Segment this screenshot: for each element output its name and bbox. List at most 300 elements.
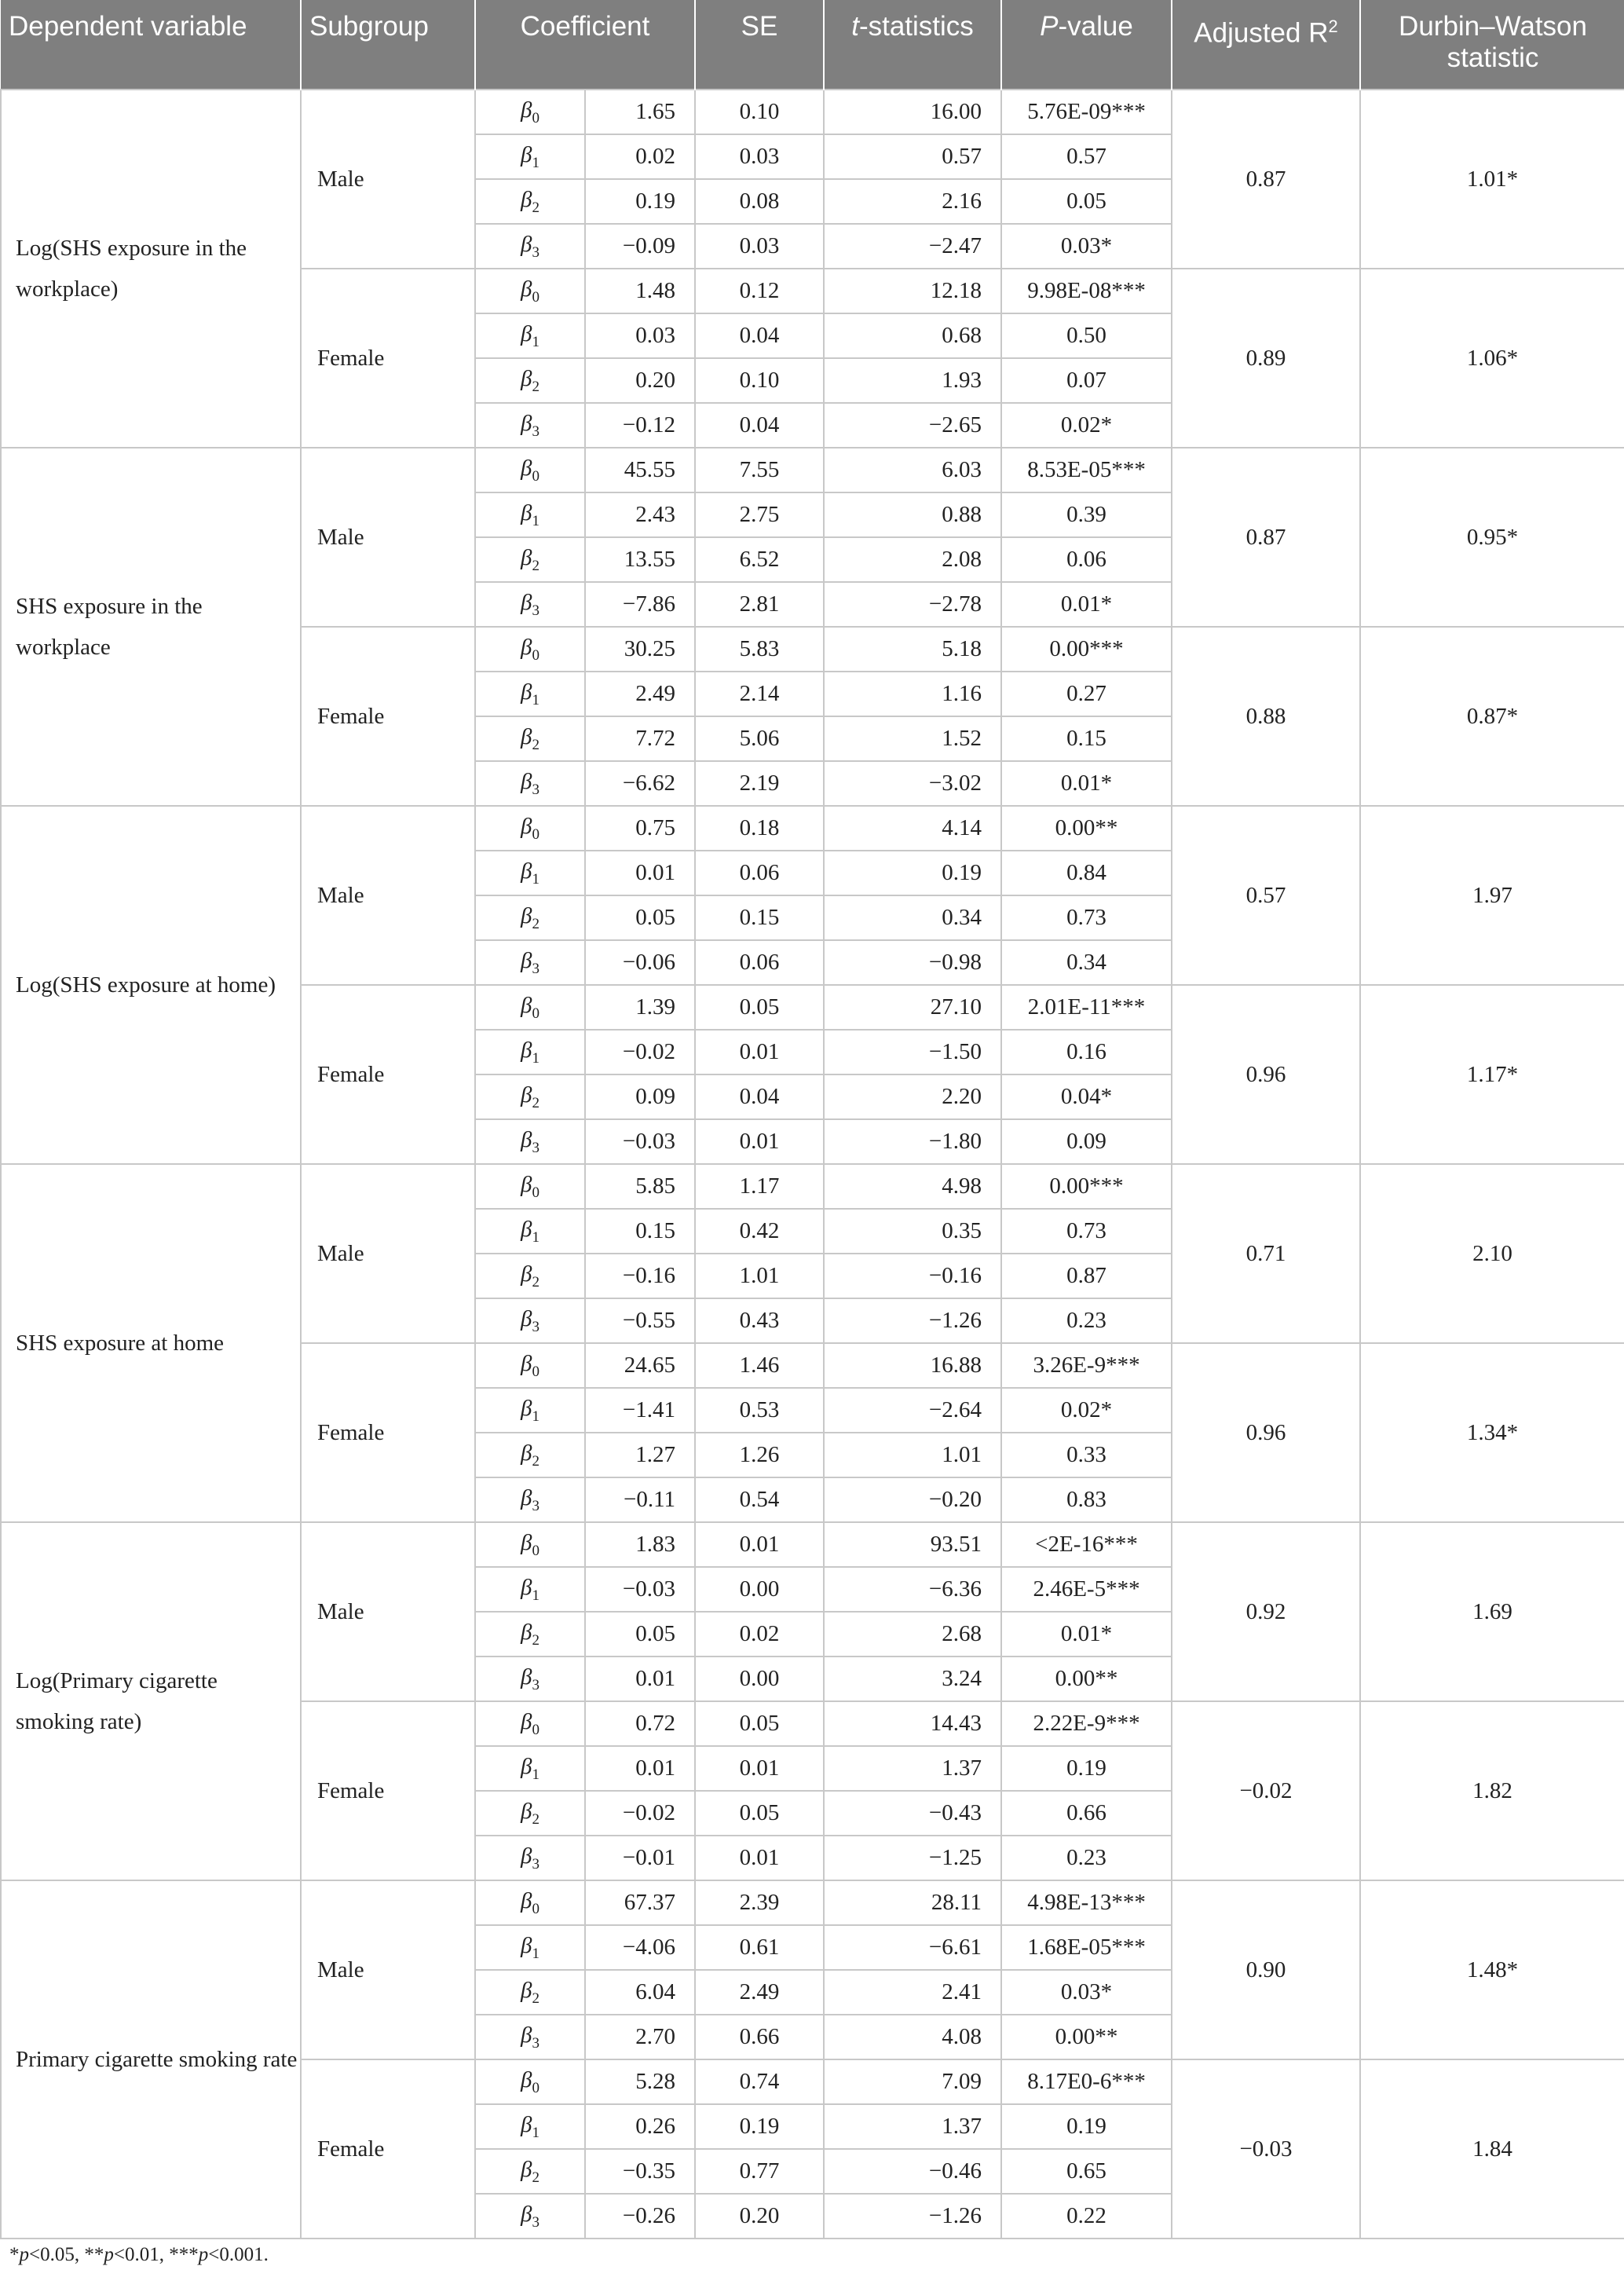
t-statistic-cell: 2.16	[824, 179, 1001, 224]
table-row	[1, 90, 1624, 134]
beta-symbol: β	[521, 1619, 532, 1645]
coefficient-symbol-cell	[475, 313, 585, 358]
t-statistic-cell: −2.47	[824, 224, 1001, 269]
subgroup-cell: Male	[301, 1522, 475, 1701]
coefficient-symbol-cell	[475, 1522, 585, 1567]
se-cell: 0.03	[695, 224, 824, 269]
t-statistic-cell: 1.01	[824, 1433, 1001, 1477]
t-statistic-cell: −2.78	[824, 582, 1001, 627]
p-value-cell: 0.19	[1001, 2104, 1172, 2149]
t-statistic-cell: 12.18	[824, 269, 1001, 313]
coefficient-value-cell: 0.01	[585, 851, 695, 895]
coefficient-symbol-cell	[475, 1119, 585, 1164]
beta-index: 1	[532, 154, 540, 171]
beta-index: 1	[532, 691, 540, 708]
p-value-cell: 0.00**	[1001, 2015, 1172, 2059]
beta-index: 0	[532, 826, 540, 843]
beta-symbol: β	[521, 1395, 532, 1421]
t-statistic-cell: 4.14	[824, 806, 1001, 851]
coefficient-value-cell: 0.19	[585, 179, 695, 224]
se-cell: 0.01	[695, 1030, 824, 1074]
subgroup-cell: Male	[301, 1880, 475, 2059]
se-cell: 0.53	[695, 1388, 824, 1433]
p-value-cell: 0.22	[1001, 2194, 1172, 2239]
se-cell: 0.43	[695, 1298, 824, 1343]
coefficient-value-cell: 30.25	[585, 627, 695, 672]
coefficient-symbol-cell	[475, 1836, 585, 1880]
coefficient-symbol-cell	[475, 2149, 585, 2194]
coefficient-symbol-cell	[475, 2059, 585, 2104]
coefficient-symbol-cell	[475, 627, 585, 672]
header-durbin-watson: Durbin–Watson statistic	[1360, 0, 1624, 90]
coefficient-symbol-cell	[475, 2194, 585, 2239]
se-cell: 1.46	[695, 1343, 824, 1388]
coefficient-symbol-cell	[475, 1970, 585, 2015]
beta-index: 2	[532, 557, 540, 574]
beta-symbol: β	[521, 902, 532, 928]
coefficient-value-cell: 0.20	[585, 358, 695, 403]
t-statistic-cell: −2.64	[824, 1388, 1001, 1433]
subgroup-cell: Female	[301, 269, 475, 448]
coefficient-value-cell: 5.85	[585, 1164, 695, 1209]
coefficient-value-cell: −0.06	[585, 940, 695, 985]
coefficient-symbol-cell	[475, 1254, 585, 1298]
beta-index: 1	[532, 333, 540, 350]
beta-index: 0	[532, 646, 540, 664]
coefficient-value-cell: 45.55	[585, 448, 695, 492]
header-r2-text: Adjusted R	[1194, 17, 1329, 49]
t-statistic-cell: 16.00	[824, 90, 1001, 134]
durbin-watson-cell: 1.48*	[1360, 1880, 1624, 2059]
se-cell: 2.14	[695, 672, 824, 716]
beta-index: 3	[532, 1318, 540, 1335]
coefficient-symbol-cell	[475, 1433, 585, 1477]
beta-symbol: β	[521, 1082, 532, 1107]
t-statistic-cell: 0.68	[824, 313, 1001, 358]
t-statistic-cell: −1.25	[824, 1836, 1001, 1880]
durbin-watson-cell: 1.01*	[1360, 90, 1624, 269]
se-cell: 0.04	[695, 313, 824, 358]
header-t-rest: -statistics	[858, 11, 974, 42]
coefficient-symbol-cell	[475, 851, 585, 895]
se-cell: 1.17	[695, 1164, 824, 1209]
coefficient-symbol-cell	[475, 1925, 585, 1970]
p-value-cell: 1.68E-05***	[1001, 1925, 1172, 1970]
beta-index: 0	[532, 1542, 540, 1559]
se-cell: 2.39	[695, 1880, 824, 1925]
beta-index: 2	[532, 736, 540, 753]
p-value-cell: 0.84	[1001, 851, 1172, 895]
se-cell: 0.12	[695, 269, 824, 313]
t-statistic-cell: 16.88	[824, 1343, 1001, 1388]
se-cell: 0.10	[695, 90, 824, 134]
t-statistic-cell: 7.09	[824, 2059, 1001, 2104]
se-cell: 0.77	[695, 2149, 824, 2194]
beta-index: 3	[532, 1497, 540, 1514]
p-value-cell: 0.01*	[1001, 582, 1172, 627]
beta-index: 2	[532, 199, 540, 216]
beta-index: 2	[532, 1273, 540, 1290]
beta-symbol: β	[521, 1753, 532, 1779]
t-statistic-cell: 28.11	[824, 1880, 1001, 1925]
coefficient-value-cell: 5.28	[585, 2059, 695, 2104]
p-value-cell: 0.01*	[1001, 761, 1172, 806]
beta-index: 3	[532, 2034, 540, 2052]
beta-index: 1	[532, 1945, 540, 1962]
p-value-cell: 0.00***	[1001, 1164, 1172, 1209]
p-value-cell: 0.06	[1001, 537, 1172, 582]
beta-symbol: β	[521, 634, 532, 660]
coefficient-value-cell: 24.65	[585, 1343, 695, 1388]
beta-symbol: β	[521, 410, 532, 436]
adjusted-r2-cell: −0.03	[1172, 2059, 1360, 2239]
durbin-watson-cell: 0.95*	[1360, 448, 1624, 627]
beta-index: 1	[532, 1228, 540, 1246]
coefficient-value-cell: −6.62	[585, 761, 695, 806]
se-cell: 5.06	[695, 716, 824, 761]
footnote: *p<0.05, **p<0.01, ***p<0.001.	[9, 2244, 269, 2265]
coefficient-symbol-cell	[475, 90, 585, 134]
beta-symbol: β	[521, 365, 532, 391]
t-statistic-cell: 1.37	[824, 2104, 1001, 2149]
t-statistic-cell: 1.93	[824, 358, 1001, 403]
coefficient-symbol-cell	[475, 582, 585, 627]
header-dependent-variable: Dependent variable	[1, 0, 301, 90]
beta-index: 1	[532, 870, 540, 888]
se-cell: 2.19	[695, 761, 824, 806]
beta-symbol: β	[521, 1171, 532, 1197]
coefficient-symbol-cell	[475, 1567, 585, 1612]
beta-symbol: β	[521, 1574, 532, 1600]
beta-symbol: β	[521, 1932, 532, 1958]
beta-symbol: β	[521, 141, 532, 167]
subgroup-cell: Male	[301, 448, 475, 627]
coefficient-value-cell: 7.72	[585, 716, 695, 761]
coefficient-symbol-cell	[475, 2104, 585, 2149]
beta-index: 3	[532, 781, 540, 798]
beta-index: 3	[532, 1676, 540, 1693]
beta-index: 0	[532, 2079, 540, 2096]
beta-index: 0	[532, 1363, 540, 1380]
p-value-cell: 0.00**	[1001, 1656, 1172, 1701]
header-r2-sup: 2	[1328, 16, 1338, 36]
se-cell: 0.06	[695, 940, 824, 985]
p-value-cell: 5.76E-09***	[1001, 90, 1172, 134]
se-cell: 0.20	[695, 2194, 824, 2239]
p-value-cell: 0.33	[1001, 1433, 1172, 1477]
subgroup-cell: Female	[301, 2059, 475, 2239]
t-statistic-cell: −1.26	[824, 1298, 1001, 1343]
p-value-cell: 0.15	[1001, 716, 1172, 761]
p-value-cell: 0.73	[1001, 1209, 1172, 1254]
se-cell: 0.54	[695, 1477, 824, 1522]
coefficient-value-cell: 0.03	[585, 313, 695, 358]
header-p-italic: P	[1040, 11, 1059, 42]
coefficient-symbol-cell	[475, 940, 585, 985]
se-cell: 0.04	[695, 1074, 824, 1119]
dependent-variable-cell: SHS exposure in the workplace	[1, 448, 301, 806]
coefficient-value-cell: 1.83	[585, 1522, 695, 1567]
coefficient-value-cell: −0.09	[585, 224, 695, 269]
beta-symbol: β	[521, 947, 532, 973]
beta-symbol: β	[521, 1708, 532, 1734]
coefficient-value-cell: 0.01	[585, 1746, 695, 1791]
beta-symbol: β	[521, 2201, 532, 2227]
table-body	[1, 90, 1624, 2239]
coefficient-value-cell: 2.43	[585, 492, 695, 537]
beta-index: 2	[532, 1094, 540, 1111]
table-header	[1, 0, 1624, 90]
t-statistic-cell: 6.03	[824, 448, 1001, 492]
t-statistic-cell: −0.16	[824, 1254, 1001, 1298]
p-value-cell: 0.03*	[1001, 224, 1172, 269]
t-statistic-cell: 1.52	[824, 716, 1001, 761]
p-value-cell: 0.50	[1001, 313, 1172, 358]
beta-symbol: β	[521, 1843, 532, 1869]
beta-index: 3	[532, 960, 540, 977]
dependent-variable-cell: Log(SHS exposure in the workplace)	[1, 90, 301, 448]
coefficient-symbol-cell	[475, 985, 585, 1030]
dependent-variable-cell: SHS exposure at home	[1, 1164, 301, 1522]
subgroup-cell: Female	[301, 627, 475, 806]
p-value-cell: 0.00***	[1001, 627, 1172, 672]
beta-symbol: β	[521, 1261, 532, 1287]
coefficient-value-cell: 1.65	[585, 90, 695, 134]
header-adjusted-r2	[1172, 0, 1360, 90]
t-statistic-cell: 4.98	[824, 1164, 1001, 1209]
p-value-cell: 8.17E0-6***	[1001, 2059, 1172, 2104]
p-value-cell: 0.65	[1001, 2149, 1172, 2194]
beta-symbol: β	[521, 992, 532, 1018]
coefficient-symbol-cell	[475, 1164, 585, 1209]
t-statistic-cell: 27.10	[824, 985, 1001, 1030]
se-cell: 0.01	[695, 1836, 824, 1880]
se-cell: 0.06	[695, 851, 824, 895]
coefficient-symbol-cell	[475, 1701, 585, 1746]
durbin-watson-cell: 0.87*	[1360, 627, 1624, 806]
coefficient-value-cell: 0.09	[585, 1074, 695, 1119]
p-value-cell: 0.34	[1001, 940, 1172, 985]
se-cell: 0.10	[695, 358, 824, 403]
beta-symbol: β	[521, 455, 532, 481]
beta-index: 3	[532, 1855, 540, 1872]
beta-index: 0	[532, 109, 540, 126]
coefficient-symbol-cell	[475, 224, 585, 269]
beta-symbol: β	[521, 1529, 532, 1555]
beta-index: 2	[532, 1990, 540, 2007]
coefficient-symbol-cell	[475, 358, 585, 403]
coefficient-value-cell: −0.11	[585, 1477, 695, 1522]
coefficient-value-cell: −0.35	[585, 2149, 695, 2194]
beta-index: 1	[532, 1766, 540, 1783]
coefficient-symbol-cell	[475, 1656, 585, 1701]
beta-index: 0	[532, 1184, 540, 1201]
coefficient-value-cell: −0.01	[585, 1836, 695, 1880]
coefficient-symbol-cell	[475, 1746, 585, 1791]
beta-index: 1	[532, 1408, 540, 1425]
se-cell: 0.19	[695, 2104, 824, 2149]
table-row	[1, 448, 1624, 492]
coefficient-value-cell: 0.02	[585, 134, 695, 179]
coefficient-value-cell: −0.03	[585, 1119, 695, 1164]
beta-symbol: β	[521, 186, 532, 212]
table-row	[1, 1880, 1624, 1925]
coefficient-symbol-cell	[475, 537, 585, 582]
p-value-cell: 0.05	[1001, 179, 1172, 224]
t-statistic-cell: −0.43	[824, 1791, 1001, 1836]
t-statistic-cell: 0.35	[824, 1209, 1001, 1254]
p-value-cell: 0.27	[1001, 672, 1172, 716]
se-cell: 0.05	[695, 985, 824, 1030]
subgroup-cell: Male	[301, 90, 475, 269]
beta-index: 3	[532, 2213, 540, 2231]
subgroup-cell: Female	[301, 1343, 475, 1522]
se-cell: 6.52	[695, 537, 824, 582]
beta-symbol: β	[521, 544, 532, 570]
se-cell: 0.00	[695, 1656, 824, 1701]
header-p-rest: -value	[1058, 11, 1133, 42]
t-statistic-cell: −0.46	[824, 2149, 1001, 2194]
t-statistic-cell: 2.68	[824, 1612, 1001, 1656]
t-statistic-cell: 2.41	[824, 1970, 1001, 2015]
coefficient-value-cell: 0.01	[585, 1656, 695, 1701]
p-value-cell: 0.09	[1001, 1119, 1172, 1164]
table-row	[1, 806, 1624, 851]
se-cell: 0.42	[695, 1209, 824, 1254]
se-cell: 1.01	[695, 1254, 824, 1298]
p-value-cell: <2E-16***	[1001, 1522, 1172, 1567]
t-statistic-cell: −1.50	[824, 1030, 1001, 1074]
p-value-cell: 2.46E-5***	[1001, 1567, 1172, 1612]
coefficient-value-cell: 0.15	[585, 1209, 695, 1254]
p-value-cell: 0.03*	[1001, 1970, 1172, 2015]
beta-index: 3	[532, 1139, 540, 1156]
p-value-cell: 0.23	[1001, 1836, 1172, 1880]
beta-index: 3	[532, 602, 540, 619]
coefficient-value-cell: 2.49	[585, 672, 695, 716]
coefficient-symbol-cell	[475, 1343, 585, 1388]
adjusted-r2-cell: −0.02	[1172, 1701, 1360, 1880]
se-cell: 0.74	[695, 2059, 824, 2104]
durbin-watson-cell: 1.97	[1360, 806, 1624, 985]
p-value-cell: 0.83	[1001, 1477, 1172, 1522]
beta-index: 0	[532, 1721, 540, 1738]
beta-symbol: β	[521, 2022, 532, 2048]
p-value-cell: 0.16	[1001, 1030, 1172, 1074]
t-statistic-cell: 0.88	[824, 492, 1001, 537]
durbin-watson-cell: 1.17*	[1360, 985, 1624, 1164]
coefficient-value-cell: −0.12	[585, 403, 695, 448]
beta-index: 0	[532, 288, 540, 306]
coefficient-symbol-cell	[475, 806, 585, 851]
se-cell: 2.75	[695, 492, 824, 537]
t-statistic-cell: −0.20	[824, 1477, 1001, 1522]
adjusted-r2-cell: 0.90	[1172, 1880, 1360, 2059]
beta-index: 1	[532, 1587, 540, 1604]
coefficient-value-cell: −1.41	[585, 1388, 695, 1433]
dependent-variable-cell: Primary cigarette smoking rate	[1, 1880, 301, 2239]
coefficient-value-cell: 0.72	[585, 1701, 695, 1746]
coefficient-symbol-cell	[475, 492, 585, 537]
se-cell: 7.55	[695, 448, 824, 492]
coefficient-value-cell: −0.02	[585, 1030, 695, 1074]
t-statistic-cell: −3.02	[824, 761, 1001, 806]
t-statistic-cell: 0.57	[824, 134, 1001, 179]
p-value-cell: 9.98E-08***	[1001, 269, 1172, 313]
t-statistic-cell: 93.51	[824, 1522, 1001, 1567]
coefficient-symbol-cell	[475, 448, 585, 492]
se-cell: 0.01	[695, 1522, 824, 1567]
se-cell: 5.83	[695, 627, 824, 672]
beta-symbol: β	[521, 1350, 532, 1376]
coefficient-value-cell: 1.39	[585, 985, 695, 1030]
beta-symbol: β	[521, 1798, 532, 1824]
adjusted-r2-cell: 0.89	[1172, 269, 1360, 448]
durbin-watson-cell: 1.69	[1360, 1522, 1624, 1701]
beta-index: 2	[532, 1810, 540, 1828]
coefficient-symbol-cell	[475, 895, 585, 940]
durbin-watson-cell: 1.84	[1360, 2059, 1624, 2239]
coefficient-symbol-cell	[475, 1298, 585, 1343]
beta-symbol: β	[521, 1126, 532, 1152]
subgroup-cell: Female	[301, 985, 475, 1164]
se-cell: 0.05	[695, 1701, 824, 1746]
adjusted-r2-cell: 0.57	[1172, 806, 1360, 985]
se-cell: 2.81	[695, 582, 824, 627]
header-t-italic: t	[851, 11, 859, 42]
coefficient-symbol-cell	[475, 134, 585, 179]
t-statistic-cell: 2.20	[824, 1074, 1001, 1119]
p-value-cell: 0.39	[1001, 492, 1172, 537]
t-statistic-cell: 14.43	[824, 1701, 1001, 1746]
durbin-watson-cell: 1.34*	[1360, 1343, 1624, 1522]
coefficient-symbol-cell	[475, 1074, 585, 1119]
beta-index: 1	[532, 1049, 540, 1067]
se-cell: 1.26	[695, 1433, 824, 1477]
adjusted-r2-cell: 0.87	[1172, 448, 1360, 627]
header-se: SE	[695, 0, 824, 90]
t-statistic-cell: 2.08	[824, 537, 1001, 582]
beta-index: 0	[532, 467, 540, 485]
beta-index: 0	[532, 1900, 540, 1917]
beta-symbol: β	[521, 1887, 532, 1913]
t-statistic-cell: 1.16	[824, 672, 1001, 716]
coefficient-value-cell: −0.55	[585, 1298, 695, 1343]
adjusted-r2-cell: 0.92	[1172, 1522, 1360, 1701]
beta-symbol: β	[521, 320, 532, 346]
adjusted-r2-cell: 0.88	[1172, 627, 1360, 806]
coefficient-value-cell: −0.02	[585, 1791, 695, 1836]
beta-symbol: β	[521, 2156, 532, 2182]
coefficient-symbol-cell	[475, 403, 585, 448]
beta-symbol: β	[521, 500, 532, 525]
header-coefficient: Coefficient	[475, 0, 695, 90]
t-statistic-cell: −6.61	[824, 1925, 1001, 1970]
se-cell: 0.05	[695, 1791, 824, 1836]
beta-symbol: β	[521, 1037, 532, 1063]
p-value-cell: 0.19	[1001, 1746, 1172, 1791]
beta-symbol: β	[521, 723, 532, 749]
coefficient-symbol-cell	[475, 1388, 585, 1433]
beta-symbol: β	[521, 1440, 532, 1466]
beta-symbol: β	[521, 231, 532, 257]
coefficient-value-cell: 67.37	[585, 1880, 695, 1925]
header-p-value	[1001, 0, 1172, 90]
coefficient-value-cell: 0.26	[585, 2104, 695, 2149]
p-value-cell: 8.53E-05***	[1001, 448, 1172, 492]
t-statistic-cell: 4.08	[824, 2015, 1001, 2059]
adjusted-r2-cell: 0.71	[1172, 1164, 1360, 1343]
